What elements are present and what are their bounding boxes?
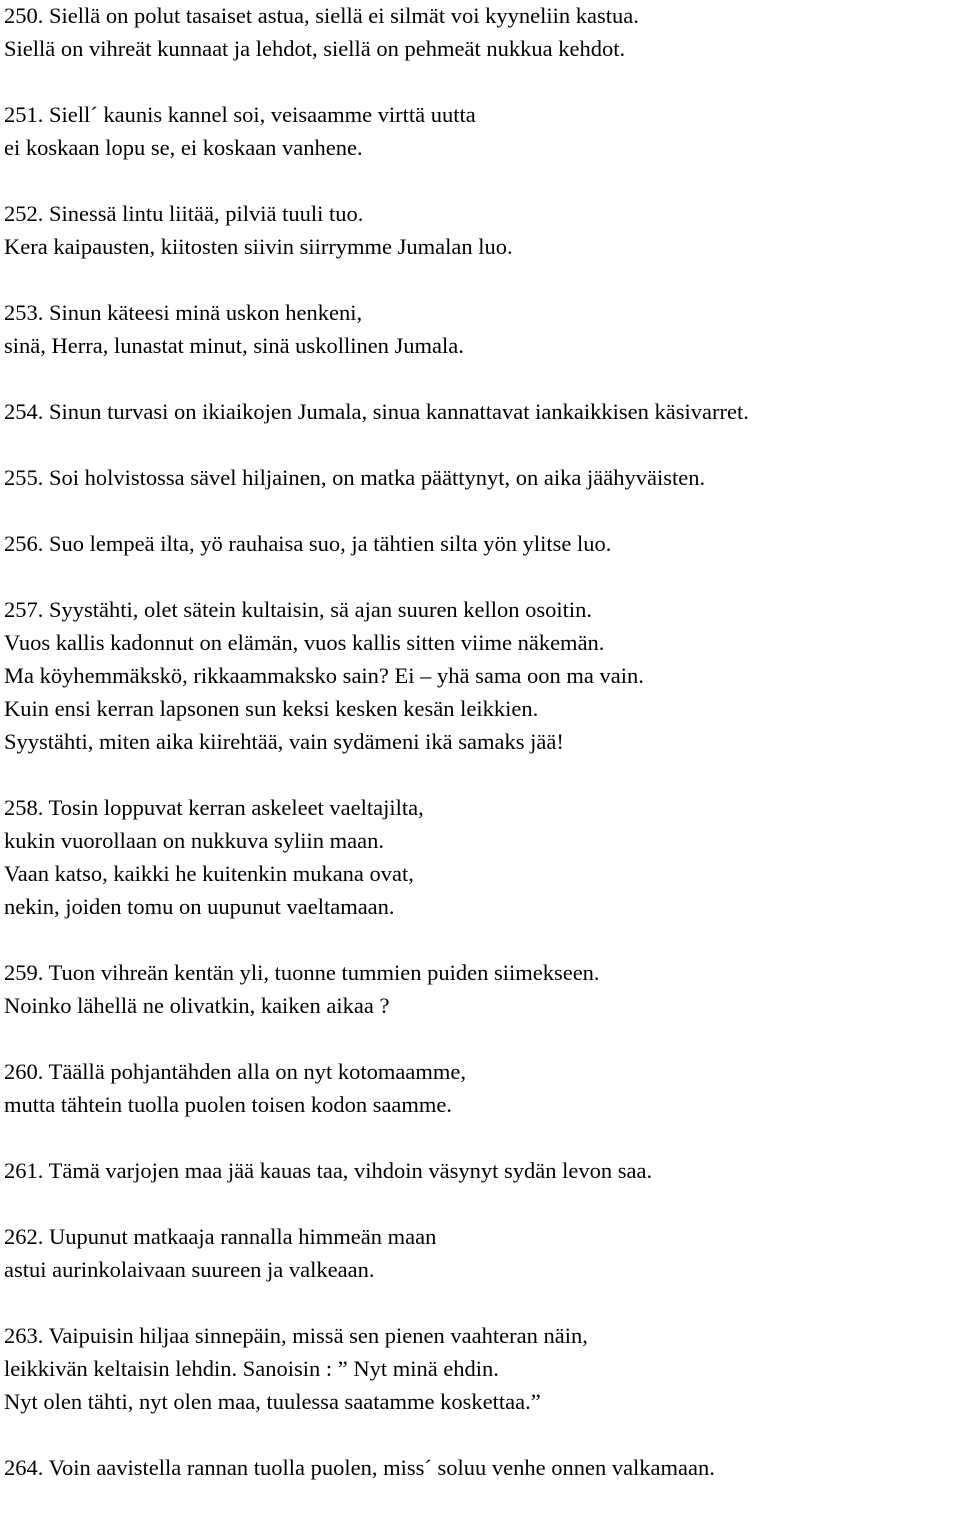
verse-line: 256. Suo lempeä ilta, yö rauhaisa suo, ja tähtien silta yön ylitse luo. [4, 531, 612, 556]
verse-line: 250. Siellä on polut tasaiset astua, siellä ei silmät voi kyyneliin kastua. [4, 3, 639, 28]
verse-252 [4, 197, 954, 263]
verse-260 [4, 1055, 954, 1121]
verse-line: 257. Syystähti, olet sätein kultaisin, sä ajan suuren kellon osoitin. [4, 597, 593, 622]
verse-line: nekin, joiden tomu on uupunut vaeltamaan. [4, 894, 395, 919]
verse-line: 255. Soi holvistossa sävel hiljainen, on matka päättynyt, on aika jäähyväisten. [4, 465, 706, 490]
verse-259 [4, 956, 954, 1022]
verse-line: 254. Sinun turvasi on ikiaikojen Jumala, sinua kannattavat iankaikkisen käsivarret. [4, 399, 749, 424]
verse-254 [4, 395, 954, 428]
verse-263 [4, 1319, 954, 1418]
verse-line: Noinko lähellä ne olivatkin, kaiken aikaa ? [4, 993, 390, 1018]
verse-line: Nyt olen tähti, nyt olen maa, tuulessa saatamme koskettaa.” [4, 1389, 541, 1414]
verse-line: 252. Sinessä lintu liitää, pilviä tuuli tuo. [4, 201, 364, 226]
verse-line: ei koskaan lopu se, ei koskaan vanhene. [4, 135, 363, 160]
verse-line: 253. Sinun käteesi minä uskon henkeni, [4, 300, 363, 325]
verse-251 [4, 98, 954, 164]
verse-255 [4, 461, 954, 494]
verse-line: 251. Siell´ kaunis kannel soi, veisaamme virttä uutta [4, 102, 476, 127]
verse-line: leikkivän keltaisin lehdin. Sanoisin : ” Nyt minä ehdin. [4, 1356, 499, 1381]
verse-line: Vaan katso, kaikki he kuitenkin mukana ovat, [4, 861, 414, 886]
verse-line: kukin vuorollaan on nukkuva syliin maan. [4, 828, 384, 853]
verse-264 [4, 1451, 954, 1484]
verse-258 [4, 791, 954, 923]
verse-line: sinä, Herra, lunastat minut, sinä uskollinen Jumala. [4, 333, 464, 358]
verse-250 [4, 0, 954, 65]
verse-253 [4, 296, 954, 362]
verse-line: Ma köyhemmäkskö, rikkaammaksko sain? Ei – yhä sama oon ma vain. [4, 663, 644, 688]
verse-line: 261. Tämä varjojen maa jää kauas taa, vihdoin väsynyt sydän levon saa. [4, 1158, 653, 1183]
verse-line: 264. Voin aavistella rannan tuolla puolen, miss´ soluu venhe onnen valkamaan. [4, 1455, 715, 1480]
document-page [4, 0, 954, 1517]
verse-256 [4, 527, 954, 560]
verse-line: Kuin ensi kerran lapsonen sun keksi kesken kesän leikkien. [4, 696, 539, 721]
verse-line: astui aurinkolaivaan suureen ja valkeaan. [4, 1257, 375, 1282]
verse-line: Kera kaipausten, kiitosten siivin siirrymme Jumalan luo. [4, 234, 513, 259]
verse-262 [4, 1220, 954, 1286]
verse-257 [4, 593, 954, 758]
verse-line: 260. Täällä pohjantähden alla on nyt kotomaamme, [4, 1059, 466, 1084]
verse-261 [4, 1154, 954, 1187]
verse-line: 262. Uupunut matkaaja rannalla himmeän maan [4, 1224, 437, 1249]
verse-line: 258. Tosin loppuvat kerran askeleet vaeltajilta, [4, 795, 424, 820]
verse-line: mutta tähtein tuolla puolen toisen kodon saamme. [4, 1092, 453, 1117]
verse-line: Syystähti, miten aika kiirehtää, vain sydämeni ikä samaks jää! [4, 729, 564, 754]
verse-line: Siellä on vihreät kunnaat ja lehdot, siellä on pehmeät nukkua kehdot. [4, 36, 626, 61]
verse-line: Vuos kallis kadonnut on elämän, vuos kallis sitten viime näkemän. [4, 630, 605, 655]
verse-line: 263. Vaipuisin hiljaa sinnepäin, missä sen pienen vaahteran näin, [4, 1323, 588, 1348]
verse-line: 259. Tuon vihreän kentän yli, tuonne tummien puiden siimekseen. [4, 960, 600, 985]
